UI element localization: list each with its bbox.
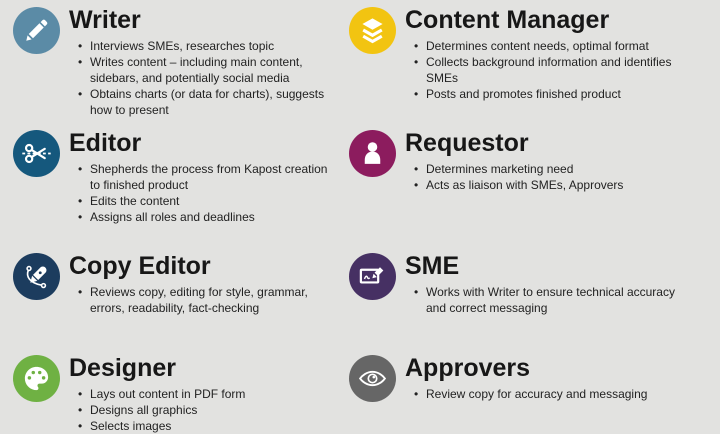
bullet-item: • Determines content needs, optimal format <box>405 38 695 54</box>
bullet-item: • Lays out content in PDF form <box>69 386 331 402</box>
bullet-item: • Reviews copy, editing for style, grammar, errors, readability, fact-checking <box>69 284 331 316</box>
bullet-item: • Edits the content <box>69 193 331 209</box>
role-content <box>69 355 331 434</box>
role-content <box>69 253 331 316</box>
bullet-item: • Interviews SMEs, researches topic <box>69 38 331 54</box>
role-title: SME <box>405 252 460 280</box>
board-pencil-icon <box>349 253 396 300</box>
role-editor <box>13 130 331 225</box>
role-title: Designer <box>69 354 176 382</box>
role-title: Content Manager <box>405 6 610 34</box>
role-bullets <box>69 38 331 118</box>
role-bullets <box>405 284 695 316</box>
bullet-item: • Assigns all roles and deadlines <box>69 209 331 225</box>
palette-icon <box>13 355 60 402</box>
role-title: Writer <box>69 6 141 34</box>
role-designer <box>13 355 331 434</box>
role-bullets <box>69 284 331 316</box>
bullet-item: • Posts and promotes finished product <box>405 86 695 102</box>
role-content <box>405 253 695 316</box>
role-content-manager <box>349 7 695 102</box>
role-bullets <box>405 38 695 102</box>
layers-stack-icon <box>349 7 396 54</box>
role-writer <box>13 7 331 118</box>
role-title: Requestor <box>405 129 529 157</box>
bullet-item: • Collects background information and identifies SMEs <box>405 54 695 86</box>
bullet-item: • Review copy for accuracy and messaging <box>405 386 695 402</box>
role-copy-editor <box>13 253 331 316</box>
role-content <box>405 355 695 402</box>
role-bullets <box>405 386 695 402</box>
eye-icon <box>349 355 396 402</box>
role-approvers <box>349 355 695 402</box>
pencil-icon <box>13 7 60 54</box>
bullet-item: • Writes content – including main content, sidebars, and potentially social media <box>69 54 331 86</box>
role-bullets <box>69 386 331 434</box>
bullet-item: • Acts as liaison with SMEs, Approvers <box>405 177 695 193</box>
role-bullets <box>405 161 695 193</box>
role-title: Editor <box>69 129 142 157</box>
bullet-item: • Determines marketing need <box>405 161 695 177</box>
bullet-item: • Designs all graphics <box>69 402 331 418</box>
bullet-item: • Selects images <box>69 418 331 434</box>
bullet-item: • Works with Writer to ensure technical accuracy and correct messaging <box>405 284 695 316</box>
role-content <box>405 130 695 193</box>
role-sme <box>349 253 695 316</box>
role-title: Approvers <box>405 354 531 382</box>
bullet-item: • Shepherds the process from Kapost creation to finished product <box>69 161 331 193</box>
role-title: Copy Editor <box>69 252 211 280</box>
bullet-item: • Obtains charts (or data for charts), suggests how to present <box>69 86 331 118</box>
role-requestor <box>349 130 695 193</box>
role-bullets <box>69 161 331 225</box>
role-content <box>69 130 331 225</box>
role-content <box>405 7 695 102</box>
person-icon <box>349 130 396 177</box>
scissors-icon <box>13 130 60 177</box>
pen-nib-icon <box>13 253 60 300</box>
role-content <box>69 7 331 118</box>
